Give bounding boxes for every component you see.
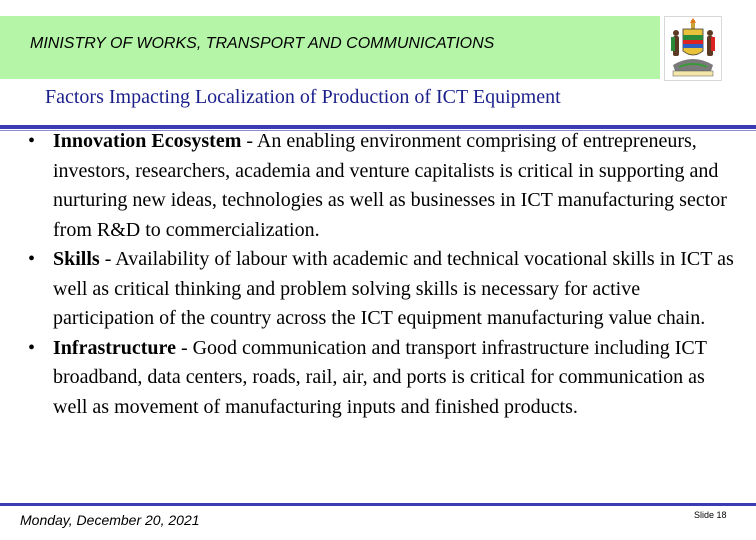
bullet-item [28, 245, 734, 334]
slide-title: Factors Impacting Localization of Production of ICT Equipment [45, 86, 561, 108]
bullet-icon: • [28, 130, 36, 152]
slide-number: Slide 18 [694, 510, 727, 520]
bullet-text: - Availability of labour with academic and technical vocational skills in ICT as well as critical thinking and problem solving skills is necessary for active participation of the country across the ICT equipment manufacturing value chain. [53, 248, 734, 329]
bullet-term: Skills [53, 248, 100, 270]
bullet-term: Infrastructure [53, 336, 176, 359]
bullet-list [28, 127, 734, 422]
bullet-text: - Good communication and transport infrastructure including ICT broadband, data centers, roads, rail, air, and ports is critical for communication as well as movement of manufacturing inputs and finished products. [53, 336, 707, 418]
bullet-item [28, 334, 734, 423]
bullet-icon: • [28, 248, 36, 270]
bottom-divider [0, 503, 756, 506]
footer-date: Monday, December 20, 2021 [20, 512, 200, 528]
ministry-name: MINISTRY OF WORKS, TRANSPORT AND COMMUNICATIONS [30, 35, 495, 52]
coat-of-arms-icon [665, 17, 721, 80]
bullet-item [28, 127, 734, 245]
bullet-term: Innovation Ecosystem [53, 130, 242, 152]
bullet-text: - An enabling environment comprising of entrepreneurs, investors, researchers, academia and venture capitalists is critical in supporting and nurturing new ideas, technologies as well as businesses in ICT manufacturing sector from R&D to commercialization. [53, 130, 727, 241]
bullet-icon: • [28, 336, 36, 359]
coat-of-arms-emblem [664, 16, 722, 81]
